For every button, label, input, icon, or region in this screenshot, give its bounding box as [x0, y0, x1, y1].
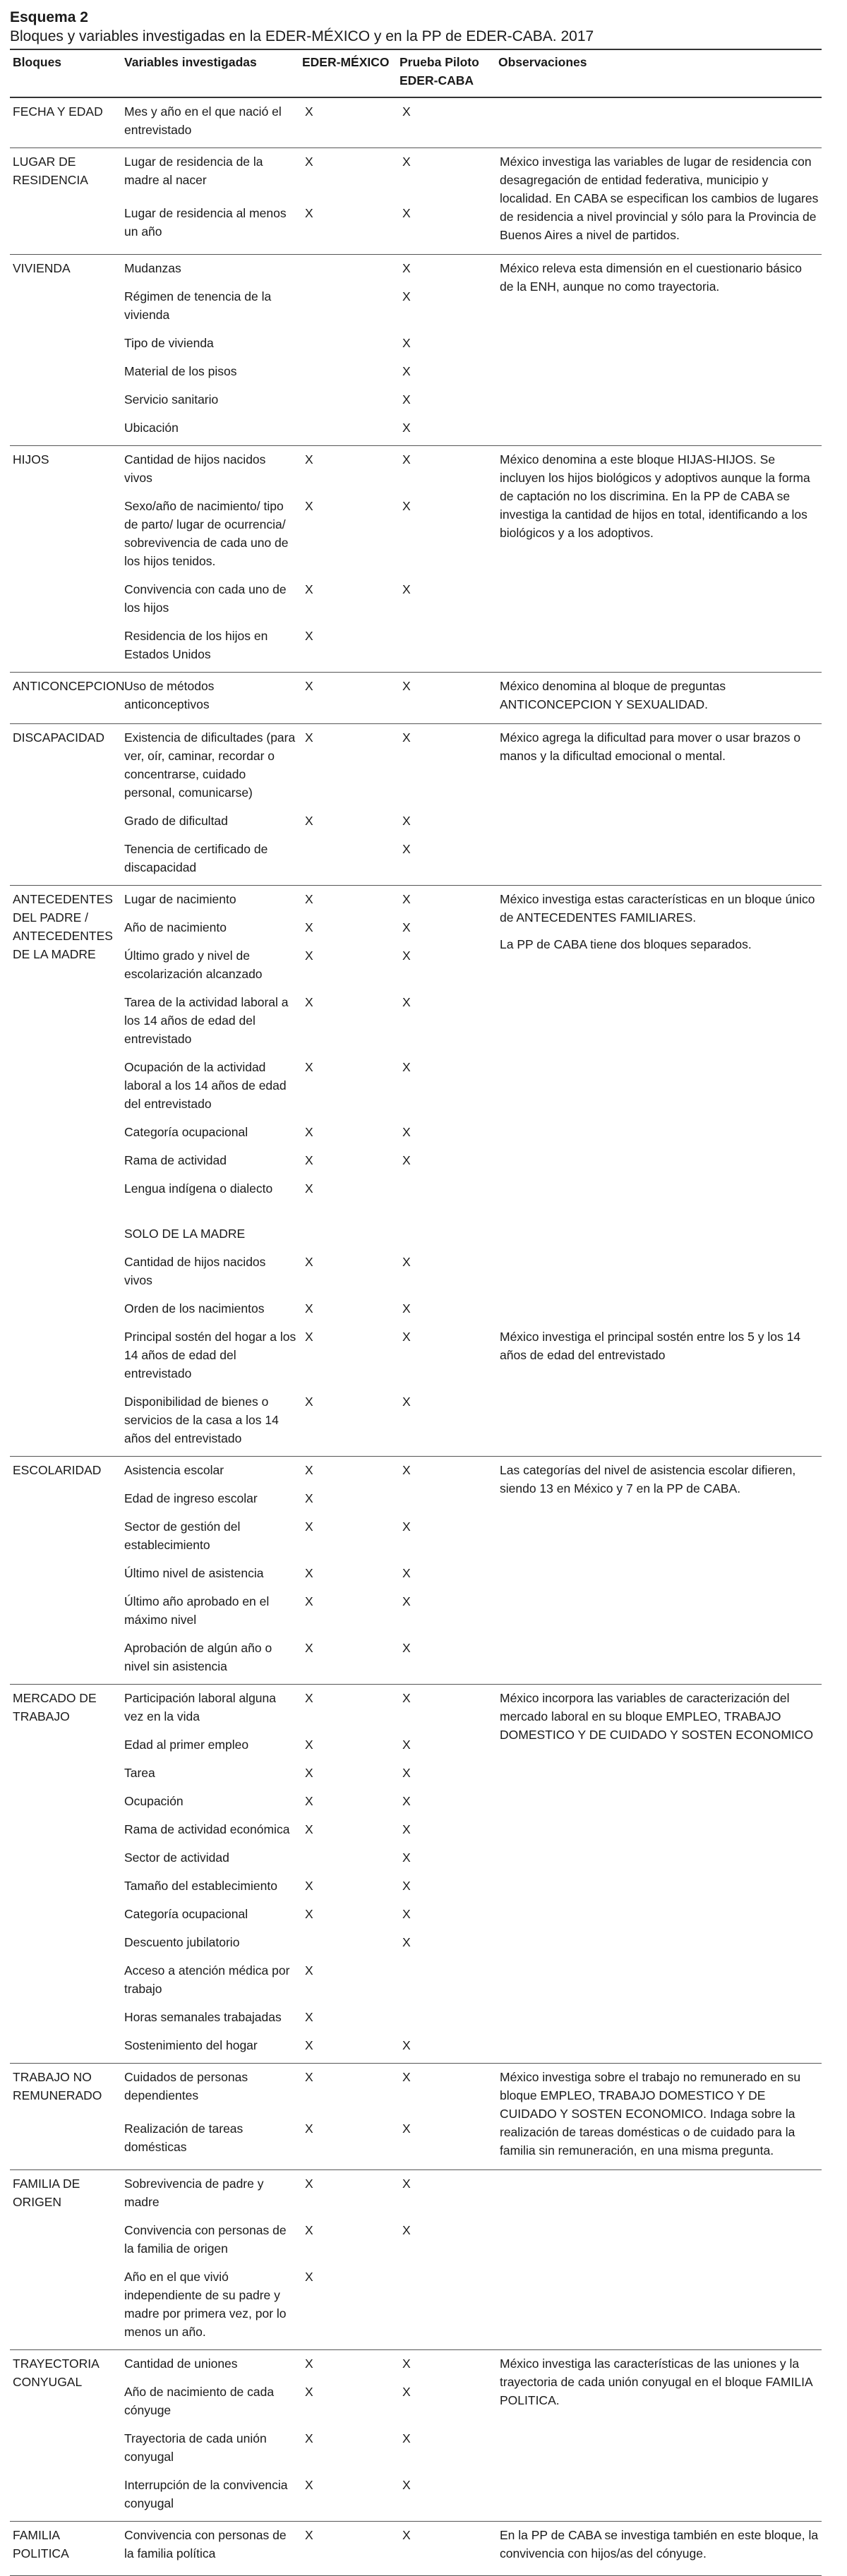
observation-text: Las categorías del nivel de asistencia escolar difieren, siendo 13 en México y 7 en la PP de CABA.: [500, 1463, 796, 1495]
variable-name: Lugar de residencia de la madre al nacer: [121, 148, 299, 203]
mexico-mark: X: [305, 1766, 313, 1780]
mexico-mark: X: [305, 582, 313, 596]
block-name: VIVIENDA: [10, 255, 121, 446]
mexico-mark: X: [305, 2038, 313, 2052]
variables-table: [10, 49, 822, 2576]
pilot-mark: X: [397, 2350, 495, 2382]
pilot-mark: X: [402, 2385, 411, 2399]
pilot-mark: [397, 1488, 495, 1516]
variable-name: Sector de actividad: [124, 1850, 229, 1865]
mexico-mark: [299, 286, 397, 332]
mexico-mark: [299, 1847, 397, 1875]
observations-cell: [495, 673, 822, 724]
pilot-mark: X: [402, 1301, 411, 1316]
observations-cell: [495, 1685, 822, 2064]
pilot-mark: X: [397, 148, 495, 203]
variable-name: Interrupción de la convivencia conyugal: [124, 2478, 288, 2510]
mexico-mark: X: [299, 2170, 397, 2220]
variable-name: Asistencia escolar: [121, 1457, 299, 1488]
mexico-mark: X: [305, 1153, 313, 1167]
pilot-mark: X: [402, 1641, 411, 1655]
pilot-mark: X: [402, 995, 411, 1009]
observations-cell: [495, 1326, 822, 1457]
table-row: [10, 673, 822, 724]
variable-name: Existencia de dificultades (para ver, oír, caminar, recordar o concentrarse, cuidado personal, comunicarse): [121, 724, 299, 811]
mexico-mark: [299, 332, 397, 361]
variable-name: Material de los pisos: [124, 364, 237, 378]
variable-name: Último grado y nivel de escolarización alcanzado: [124, 949, 263, 981]
variable-name: Descuento jubilatorio: [124, 1935, 240, 1949]
observation-text: México denomina al bloque de preguntas ANTICONCEPCION Y SEXUALIDAD.: [500, 679, 726, 711]
pilot-mark: X: [402, 206, 411, 221]
pilot-mark: X: [397, 1685, 495, 1735]
table-row: [10, 2064, 822, 2119]
variable-name: Tenencia de certificado de discapacidad: [124, 842, 268, 874]
variable-name: Régimen de tenencia de la vivienda: [124, 289, 272, 322]
pilot-mark: X: [402, 582, 411, 596]
mexico-mark: X: [305, 1879, 313, 1893]
mexico-mark: X: [299, 886, 397, 917]
mexico-mark: X: [305, 2010, 313, 2024]
variable-name: Sobrevivencia de padre y madre: [121, 2170, 299, 2220]
observation-text: México investiga el principal sostén entre los 5 y los 14 años de edad del entrevistado: [500, 1330, 801, 1362]
variable-name: Orden de los nacimientos: [124, 1301, 265, 1316]
variable-name: Categoría ocupacional: [124, 1907, 248, 1921]
mexico-mark: X: [305, 1641, 313, 1655]
pilot-mark: X: [402, 2478, 411, 2492]
table-row: [10, 1685, 822, 1735]
observation-text: En la PP de CABA se investiga también en este bloque, la convivencia con hijos/as del cónyuge.: [500, 2528, 819, 2560]
observations-cell: [495, 2064, 822, 2170]
pilot-mark: X: [402, 421, 411, 435]
table-row: [10, 148, 822, 203]
variable-name: Sector de gestión del establecimiento: [124, 1519, 241, 1552]
variable-name: Servicio sanitario: [124, 392, 219, 407]
pilot-mark: X: [402, 1738, 411, 1752]
variable-name: Tarea de la actividad laboral a los 14 años de edad del entrevistado: [124, 995, 289, 1046]
pilot-mark: X: [402, 1519, 411, 1534]
pilot-mark: X: [402, 1060, 411, 1074]
table-row: [10, 255, 822, 287]
mexico-mark: [299, 1206, 397, 1251]
observation-text: México releva esta dimensión en el cuestionario básico de la ENH, aunque no como trayectoria.: [500, 261, 803, 294]
block-name: LUGAR DE RESIDENCIA: [10, 148, 121, 255]
mexico-mark: X: [299, 148, 397, 203]
mexico-mark: [299, 389, 397, 417]
block-name: ANTICONCEPCION: [10, 673, 121, 724]
mexico-mark: X: [305, 1301, 313, 1316]
observations-cell: [495, 886, 822, 1327]
mexico-mark: X: [299, 2350, 397, 2382]
variable-name: Realización de tareas domésticas: [124, 2121, 244, 2155]
variable-name: Año de nacimiento de cada cónyuge: [124, 2385, 275, 2417]
mexico-mark: X: [305, 1594, 313, 1608]
mexico-mark: X: [299, 673, 397, 724]
pilot-mark: X: [402, 1879, 411, 1893]
mexico-mark: X: [305, 1519, 313, 1534]
observations-cell: [495, 2522, 822, 2576]
variable-name: Ocupación de la actividad laboral a los 14 años de edad del entrevistado: [124, 1060, 287, 1111]
variable-name: Último nivel de asistencia: [124, 1566, 264, 1580]
mexico-mark: [299, 417, 397, 446]
pilot-mark: X: [402, 336, 411, 350]
pilot-mark: X: [402, 1766, 411, 1780]
mexico-mark: X: [305, 1907, 313, 1921]
variable-name: Principal sostén del hogar a los 14 años de edad del entrevistado: [124, 1330, 296, 1380]
table-row: [10, 724, 822, 811]
variable-name: Participación laboral alguna vez en la vida: [121, 1685, 299, 1735]
mexico-mark: X: [305, 2121, 313, 2136]
pilot-mark: X: [402, 289, 411, 303]
mexico-mark: X: [299, 1457, 397, 1488]
mexico-mark: X: [305, 2223, 313, 2237]
observation-text: México investiga estas características en un bloque único de ANTECEDENTES FAMILIARES.: [500, 892, 815, 925]
mexico-mark: [299, 1932, 397, 1960]
observation-text: México incorpora las variables de caracterización del mercado laboral en su bloque EMPLEO, TRABAJO DOMESTICO Y DE CUIDADO Y SOSTEN ECONOMICO: [500, 1691, 814, 1742]
variable-name: Rama de actividad económica: [124, 1822, 290, 1836]
block-name: ANTECEDENTES DEL PADRE / ANTECEDENTES DE LA MADRE: [10, 886, 121, 1457]
pilot-mark: X: [402, 2431, 411, 2445]
table-row: [10, 2170, 822, 2220]
pilot-mark: X: [397, 255, 495, 287]
header-pilot: Prueba Piloto EDER-CABA: [397, 49, 495, 97]
mexico-mark: X: [305, 499, 313, 513]
variable-name: Edad de ingreso escolar: [124, 1491, 258, 1505]
pilot-mark: X: [402, 1125, 411, 1139]
pilot-mark: X: [402, 1822, 411, 1836]
mexico-mark: X: [305, 1963, 313, 1978]
variable-name: Lugar de residencia al menos un año: [124, 206, 287, 239]
pilot-mark: X: [402, 1330, 411, 1344]
pilot-mark: X: [402, 1850, 411, 1865]
block-name: ESCOLARIDAD: [10, 1457, 121, 1685]
variable-name: Disponibilidad de bienes o servicios de la casa a los 14 años del entrevistado: [124, 1395, 279, 1445]
variable-name: Año de nacimiento: [124, 920, 227, 934]
variable-name: Ubicación: [124, 421, 179, 435]
schema-label: Esquema 2: [10, 9, 88, 25]
header-observations: Observaciones: [495, 49, 822, 97]
mexico-mark: X: [305, 2431, 313, 2445]
header-block: Bloques: [10, 49, 121, 97]
mexico-mark: X: [305, 1330, 313, 1344]
variable-name: Edad al primer empleo: [124, 1738, 249, 1752]
pilot-mark: X: [402, 2223, 411, 2237]
table-body: [10, 97, 822, 2576]
variable-name: Sostenimiento del hogar: [124, 2038, 258, 2052]
pilot-mark: X: [402, 1935, 411, 1949]
mexico-mark: X: [299, 724, 397, 811]
pilot-mark: X: [402, 392, 411, 407]
pilot-mark: X: [402, 842, 411, 856]
mexico-mark: [299, 838, 397, 886]
header-variable: Variables investigadas: [121, 49, 299, 97]
block-name: TRABAJO NO REMUNERADO: [10, 2064, 121, 2170]
pilot-mark: X: [402, 1255, 411, 1269]
mexico-mark: X: [305, 814, 313, 828]
variable-name: Mes y año en el que nació el entrevistado: [121, 97, 299, 148]
variable-name: Último año aprobado en el máximo nivel: [124, 1594, 270, 1627]
pilot-mark: X: [402, 364, 411, 378]
mexico-mark: [299, 361, 397, 389]
mexico-mark: X: [305, 1255, 313, 1269]
pilot-mark: X: [397, 1457, 495, 1488]
observation-text: México investiga las características de las uniones y la trayectoria de cada unión conyugal en el bloque FAMILIA POLITICA.: [500, 2357, 812, 2407]
observation-text: México denomina a este bloque HIJAS-HIJOS. Se incluyen los hijos biológicos y adoptivos aunque la forma de captación no los discrimina. En la PP de CABA se investiga la cantidad de hijos en total, identificando a los biológicos y a los adoptivos.: [500, 452, 810, 540]
pilot-mark: X: [402, 949, 411, 963]
block-name: TRAYECTORIA CONYUGAL: [10, 2350, 121, 2522]
variable-name: Convivencia con personas de la familia de origen: [124, 2223, 287, 2256]
observations-cell: [495, 255, 822, 446]
variable-name: Convivencia con personas de la familia política: [121, 2522, 299, 2576]
mexico-mark: X: [305, 1794, 313, 1808]
variable-name: Año en el que vivió independiente de su padre y madre por primera vez, por lo menos un año.: [124, 2270, 287, 2339]
mexico-mark: X: [299, 97, 397, 148]
header-mexico: EDER-MÉXICO: [299, 49, 397, 97]
pilot-mark: X: [397, 2522, 495, 2576]
variable-name: Grado de dificultad: [124, 814, 228, 828]
pilot-mark: X: [397, 446, 495, 496]
block-name: FAMILIA DE ORIGEN: [10, 2170, 121, 2350]
pilot-mark: X: [397, 2064, 495, 2119]
observations-cell: [495, 446, 822, 673]
pilot-mark: [397, 1206, 495, 1251]
block-name: FAMILIA POLITICA: [10, 2522, 121, 2576]
variable-name: Trayectoria de cada unión conyugal: [124, 2431, 267, 2464]
mexico-mark: X: [299, 446, 397, 496]
variable-name: Cuidados de personas dependientes: [121, 2064, 299, 2119]
observations-cell: [495, 724, 822, 886]
mexico-mark: X: [305, 2478, 313, 2492]
variable-name: Cantidad de hijos nacidos vivos: [124, 1255, 266, 1287]
document-page: [10, 8, 822, 2576]
variable-name: Mudanzas: [121, 255, 299, 287]
mexico-mark: X: [305, 995, 313, 1009]
variable-name: Tamaño del establecimiento: [124, 1879, 277, 1893]
pilot-mark: X: [402, 1594, 411, 1608]
block-name: HIJOS: [10, 446, 121, 673]
observations-cell: [495, 2350, 822, 2522]
block-name: FECHA Y EDAD: [10, 97, 121, 148]
variable-name: Sexo/año de nacimiento/ tipo de parto/ lugar de ocurrencia/ sobrevivencia de cada uno de los hijos tenidos.: [124, 499, 289, 568]
variable-name: Tarea: [124, 1766, 155, 1780]
pilot-mark: X: [402, 2121, 411, 2136]
table-row: [10, 97, 822, 148]
pilot-mark: X: [402, 2038, 411, 2052]
pilot-mark: X: [397, 724, 495, 811]
pilot-mark: X: [402, 1395, 411, 1409]
pilot-mark: [397, 625, 495, 673]
table-row: [10, 886, 822, 917]
variable-name: Ocupación: [124, 1794, 184, 1808]
table-row: [10, 446, 822, 496]
mexico-mark: X: [305, 206, 313, 221]
block-name: DISCAPACIDAD: [10, 724, 121, 886]
mexico-mark: X: [305, 2385, 313, 2399]
pilot-mark: [397, 2266, 495, 2350]
pilot-mark: [397, 1178, 495, 1206]
schema-caption: Bloques y variables investigadas en la EDER-MÉXICO y en la PP de EDER-CABA. 2017: [10, 28, 594, 44]
mexico-mark: X: [305, 1822, 313, 1836]
pilot-mark: [397, 1960, 495, 2006]
variable-name: Rama de actividad: [124, 1153, 227, 1167]
pilot-mark: X: [397, 2170, 495, 2220]
mexico-mark: X: [305, 1738, 313, 1752]
observation-text: México agrega la dificultad para mover o usar brazos o manos y la dificultad emocional o mental.: [500, 730, 801, 763]
pilot-mark: X: [397, 97, 495, 148]
mexico-mark: [299, 255, 397, 287]
observation-text: México investiga sobre el trabajo no remunerado en su bloque EMPLEO, TRABAJO DOMESTICO Y DE CUIDADO Y SOSTEN ECONOMICO. Indaga sobre la realización de tareas domésticas o de cuidado para la familia sin remuneración, en una misma pregunta.: [500, 2070, 801, 2157]
variable-name: Uso de métodos anticonceptivos: [121, 673, 299, 724]
table-row: [10, 1326, 822, 1391]
mexico-mark: X: [305, 2270, 313, 2284]
variable-name: Categoría ocupacional: [124, 1125, 248, 1139]
table-header-row: [10, 49, 822, 97]
variable-name: Cantidad de uniones: [121, 2350, 299, 2382]
mexico-mark: X: [305, 920, 313, 934]
variable-name: Convivencia con cada uno de los hijos: [124, 582, 287, 615]
pilot-mark: X: [402, 1794, 411, 1808]
pilot-mark: X: [402, 1153, 411, 1167]
mexico-mark: X: [305, 629, 313, 643]
mexico-mark: X: [305, 949, 313, 963]
subsection-label: SOLO DE LA MADRE: [124, 1227, 246, 1241]
variable-name: Aprobación de algún año o nivel sin asistencia: [124, 1641, 272, 1673]
mexico-mark: X: [305, 1060, 313, 1074]
pilot-mark: X: [402, 499, 411, 513]
variable-name: Residencia de los hijos en Estados Unidos: [124, 629, 268, 661]
observation-text: La PP de CABA tiene dos bloques separados.: [500, 937, 752, 951]
pilot-mark: X: [397, 886, 495, 917]
table-row: [10, 2522, 822, 2576]
mexico-mark: X: [305, 1125, 313, 1139]
mexico-mark: X: [305, 1491, 313, 1505]
variable-name: Tipo de vivienda: [124, 336, 214, 350]
mexico-mark: X: [305, 1395, 313, 1409]
table-row: [10, 2350, 822, 2382]
pilot-mark: X: [402, 920, 411, 934]
pilot-mark: X: [402, 1566, 411, 1580]
observations-cell: [495, 148, 822, 255]
observations-cell: [495, 97, 822, 148]
variable-name: Horas semanales trabajadas: [124, 2010, 282, 2024]
observation-text: México investiga las variables de lugar de residencia con desagregación de entidad federativa, municipio y localidad. En CABA se especifican los cambios de lugares de residencia a nivel provincial y sólo para la Provincia de Buenos Aires a nivel de partidos.: [500, 155, 819, 242]
variable-name: Lengua indígena o dialecto: [124, 1181, 273, 1196]
variable-name: Acceso a atención médica por trabajo: [124, 1963, 290, 1996]
pilot-mark: [397, 2006, 495, 2035]
mexico-mark: X: [299, 1685, 397, 1735]
pilot-mark: X: [397, 673, 495, 724]
observations-cell: [495, 1457, 822, 1685]
pilot-mark: X: [402, 814, 411, 828]
variable-name: Lugar de nacimiento: [121, 886, 299, 917]
mexico-mark: X: [305, 1181, 313, 1196]
mexico-mark: X: [299, 2064, 397, 2119]
table-row: [10, 1457, 822, 1488]
observations-cell: [495, 2170, 822, 2350]
pilot-mark: X: [402, 1907, 411, 1921]
block-name: MERCADO DE TRABAJO: [10, 1685, 121, 2064]
variable-name: Cantidad de hijos nacidos vivos: [121, 446, 299, 496]
mexico-mark: X: [299, 2522, 397, 2576]
mexico-mark: X: [305, 1566, 313, 1580]
